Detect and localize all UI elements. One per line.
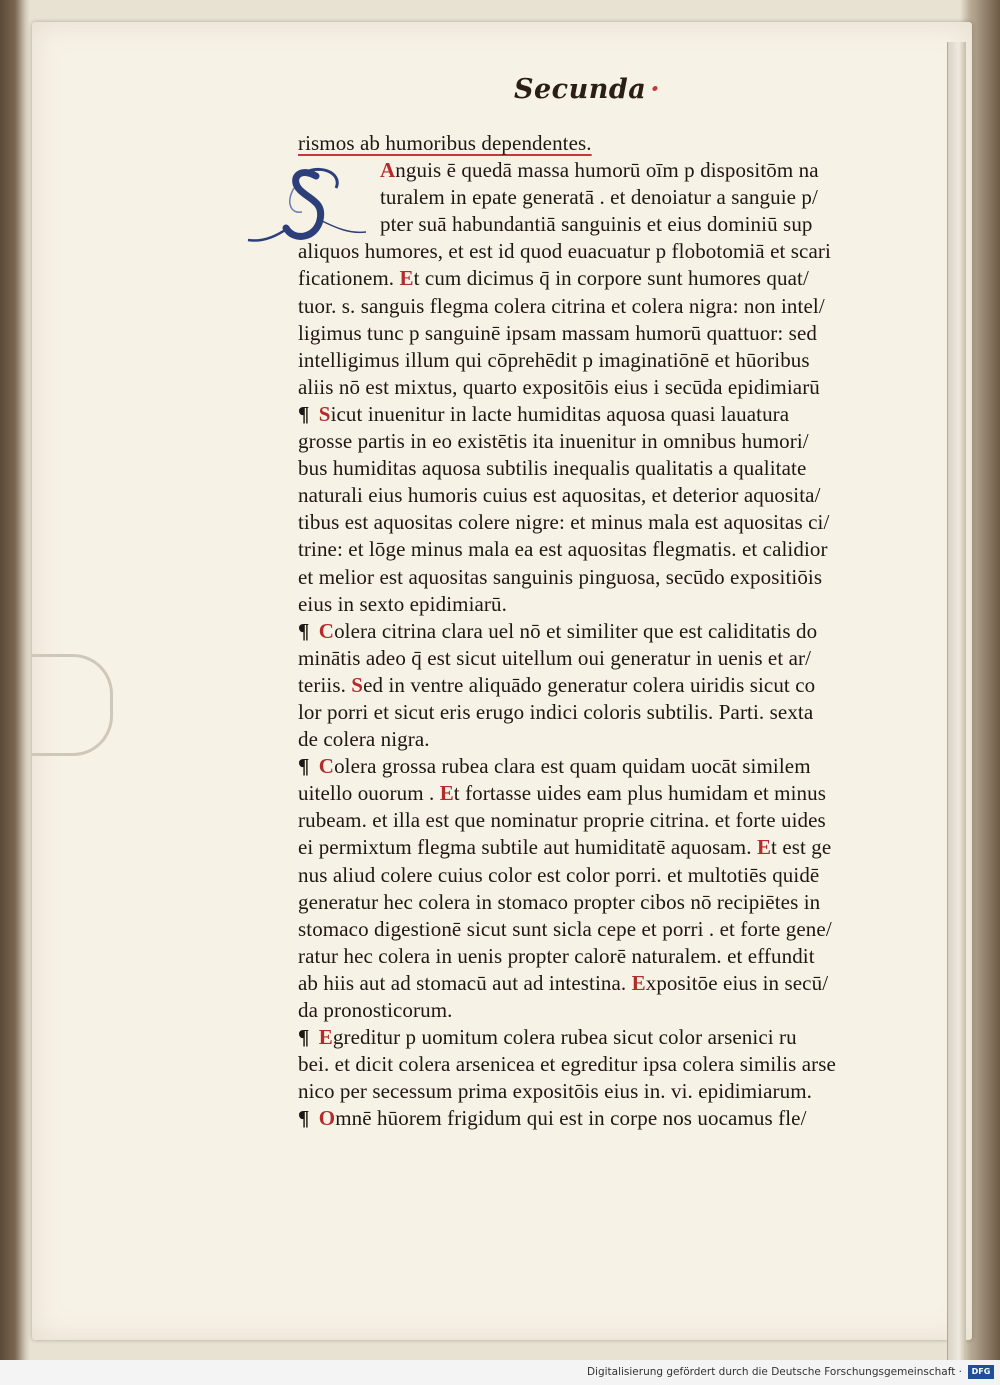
text-segment: nico per secessum prima expositōis eius in. vi. epidimiarum. <box>298 1079 812 1104</box>
text-segment: bei. et dicit colera arsenicea et egreditur ipsa colera similis arse <box>298 1052 836 1077</box>
page-fore-edge <box>947 42 966 1372</box>
underlined-text: rismos ab humoribus dependentes. <box>298 131 592 155</box>
text-line <box>298 265 870 292</box>
rubricated-initial: O <box>318 1106 336 1131</box>
text-segment: ab hiis aut ad stomacū aut ad intestina. <box>298 970 632 995</box>
text-segment: t est ge <box>771 835 832 860</box>
rubricated-initial: S <box>318 401 331 426</box>
pilcrow-mark: ¶ <box>298 754 315 779</box>
text-segment: uitello ouorum . <box>298 781 440 806</box>
text-line <box>298 699 870 726</box>
text-segment: et melior est aquositas sanguinis pinguosa, secūdo expositiōis <box>298 564 823 589</box>
text-line <box>298 1078 870 1105</box>
text-segment: stomaco digestionē sicut sunt sicla cepe et porri . et forte gene/ <box>298 916 832 941</box>
text-segment: pter suā habundantiā sanguinis et eius dominiū sup <box>380 212 813 237</box>
text-segment: minātis adeo q̄ est sicut uitellum oui generatur in uenis et ar/ <box>298 645 812 670</box>
text-line <box>298 157 870 184</box>
text-line <box>298 320 870 347</box>
text-segment: t fortasse uides eam plus humidam et minus <box>453 781 827 806</box>
page-clasp-shadow <box>32 654 113 756</box>
rubricated-initial: S <box>351 672 364 697</box>
text-line <box>298 564 870 591</box>
text-segment: lor porri et sicut eris erugo indici coloris subtilis. Parti. sexta <box>298 699 814 724</box>
text-segment: aliquos humores, et est id quod euacuatur p flobotomiā et scari <box>298 239 831 264</box>
text-line <box>298 130 870 157</box>
text-line <box>298 916 870 943</box>
pilcrow-mark: ¶ <box>298 618 315 643</box>
text-line <box>298 862 870 889</box>
rubricated-initial: E <box>399 266 414 291</box>
text-segment: aliis nō est mixtus, quarto expositōis eius i secūda epidimiarū <box>298 374 820 399</box>
text-line <box>298 591 870 618</box>
text-line <box>298 753 870 780</box>
rubricated-initial: E <box>439 781 454 806</box>
text-line <box>298 455 870 482</box>
text-line <box>298 509 870 536</box>
text-line <box>298 889 870 916</box>
text-segment: ligimus tunc p sanguinē ipsam massam humorū quattuor: sed <box>298 320 817 345</box>
text-line <box>298 211 870 238</box>
dfg-logo: DFG <box>968 1365 994 1379</box>
main-text-block <box>298 130 870 1132</box>
text-segment: tibus est aquositas colere nigre: et minus mala est aquositas ci/ <box>298 510 830 535</box>
rubricated-initial: E <box>631 970 646 995</box>
rubricated-initial: C <box>318 754 335 779</box>
text-line <box>298 834 870 861</box>
text-segment: de colera nigra. <box>298 727 430 752</box>
text-line <box>298 1051 870 1078</box>
pilcrow-mark: ¶ <box>298 1025 315 1050</box>
text-segment: ei permixtum flegma subtile aut humiditatē aquosam. <box>298 835 757 860</box>
text-segment: da pronosticorum. <box>298 998 453 1022</box>
text-segment: greditur p uomitum colera rubea sicut color arsenici ru <box>332 1025 797 1050</box>
text-segment: generatur hec colera in stomaco propter cibos nō recipiētes in <box>298 889 821 914</box>
text-segment: ratur hec colera in uenis propter calorē naturalem. et effundit <box>298 943 815 968</box>
text-line <box>298 1024 870 1051</box>
text-segment: olera grossa rubea clara est quam quidam uocāt similem <box>334 754 811 779</box>
text-segment: xpositōe eius in secū/ <box>645 970 829 995</box>
text-segment: grosse partis in eo existētis ita inuenitur in omnibus humori/ <box>298 429 809 454</box>
pilcrow-mark: ¶ <box>298 401 315 426</box>
running-head <box>514 74 660 105</box>
text-line <box>298 672 870 699</box>
text-segment: rubeam. et illa est que nominatur proprie citrina. et forte uides <box>298 808 826 833</box>
text-line <box>298 970 870 997</box>
text-line <box>298 807 870 834</box>
text-line <box>298 428 870 455</box>
text-segment: tuor. s. sanguis flegma colera citrina et colera nigra: non intel/ <box>298 293 825 318</box>
text-segment: bus humiditas aquosa subtilis inequalis qualitatis a qualitate <box>298 456 807 481</box>
pilcrow-mark: ¶ <box>298 1106 315 1131</box>
text-segment: olera citrina clara uel nō et similiter que est caliditatis do <box>334 618 818 643</box>
text-line <box>298 536 870 563</box>
text-line <box>298 645 870 672</box>
text-line <box>298 1105 870 1132</box>
text-segment: ed in ventre aliquādo generatur colera uiridis sicut co <box>363 672 816 697</box>
rubricated-initial: A <box>380 158 396 183</box>
text-segment: naturali eius humoris cuius est aquositas, et deterior aquosita/ <box>298 483 821 508</box>
text-segment: ficationem. <box>298 266 400 291</box>
text-line <box>298 618 870 645</box>
text-segment: teriis. <box>298 672 352 697</box>
text-line <box>298 726 870 753</box>
rubricated-initial: C <box>318 618 335 643</box>
text-line <box>298 184 870 211</box>
text-line <box>298 943 870 970</box>
text-segment: nus aliud colere cuius color est color porri. et multotiēs quidē <box>298 862 820 887</box>
text-line <box>298 997 870 1024</box>
text-segment: trine: et lōge minus mala ea est aquositas flegmatis. et calidior <box>298 537 828 562</box>
text-segment: eius in sexto epidimiarū. <box>298 591 507 616</box>
footer-credit: Digitalisierung gefördert durch die Deutsche Forschungsgemeinschaft · <box>586 1366 962 1378</box>
text-line <box>298 374 870 401</box>
text-segment: nguis ē quedā massa humorū oīm p dispositōm na <box>395 158 819 183</box>
text-line <box>298 293 870 320</box>
text-segment: intelligimus illum qui cōprehēdit p imaginatiōnē et hūoribus <box>298 347 810 372</box>
rubricated-initial: E <box>756 835 772 860</box>
text-line <box>298 347 870 374</box>
text-line <box>298 238 870 265</box>
text-segment: turalem in epate generatā . et denoiatur a sanguie p/ <box>380 185 818 210</box>
running-head-mark: · <box>650 74 661 105</box>
text-line <box>298 780 870 807</box>
text-segment: mnē hūorem frigidum qui est in corpe nos uocamus fle/ <box>335 1106 807 1131</box>
text-segment: t cum dicimus q̄ in corpore sunt humores quat/ <box>413 266 809 291</box>
text-segment: icut inuenitur in lacte humiditas aquosa quasi lauatura <box>330 401 790 426</box>
rubricated-initial: E <box>318 1025 333 1050</box>
text-line <box>298 401 870 428</box>
running-head-text: Secunda <box>514 74 647 105</box>
text-line <box>298 482 870 509</box>
